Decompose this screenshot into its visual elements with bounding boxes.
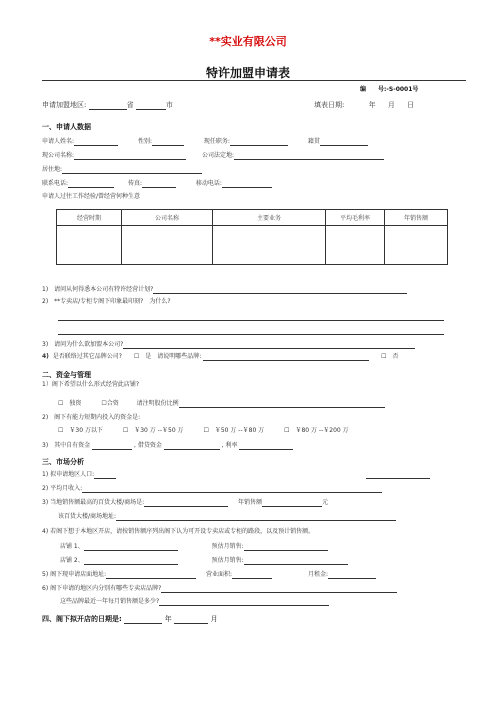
store-address-field[interactable]	[106, 570, 196, 579]
s3-question-4: 4) 若阁下想于本地区开店，请按销售额序列出阁下认为可开设专卖店或专柜的路段，以及预计销售额。	[42, 528, 315, 535]
answer-2-line-2[interactable]	[58, 334, 444, 335]
population-field[interactable]	[94, 470, 116, 479]
s3-top-store: 3) 当地销售额最高的百货大楼/商场是: 年销售额 元	[42, 499, 329, 506]
income-field[interactable]	[82, 484, 382, 493]
section3-title: 三、市场分析	[42, 458, 84, 466]
ownership-row: ☐ 独资 ☐合资 请注明股份比例	[58, 399, 385, 408]
loan-funds-field[interactable]	[164, 441, 220, 450]
other-brand-yes[interactable]: ☐ 是 请说明哪些品牌:	[133, 353, 202, 360]
title-divider	[42, 80, 466, 81]
brand-sales-field[interactable]	[159, 597, 329, 606]
phone-field[interactable]	[68, 179, 114, 188]
serial-number: 编 号:-S-0001号	[360, 86, 419, 93]
ownership-sole[interactable]: ☐ 独资	[58, 400, 82, 407]
col-margin: 平均毛利率	[326, 210, 385, 226]
mall-address-field[interactable]	[116, 512, 396, 521]
open-year-field[interactable]	[124, 615, 162, 624]
mobile-field[interactable]	[222, 179, 272, 188]
other-brand-no[interactable]: ☐ 否	[381, 353, 399, 360]
company-field[interactable]	[74, 151, 186, 160]
question-3: 3) 请问为什么欲加盟本公司?	[42, 340, 415, 349]
question-4: 4) 是否联络过其它品牌公司? ☐ 是 请说明哪些品牌: ☐ 否	[42, 353, 399, 360]
native-place-field[interactable]	[320, 137, 368, 146]
section1-title: 一、申请人数据	[42, 123, 91, 131]
store-2-row: 店铺 2、 预估月销售:	[60, 556, 348, 565]
funds-options	[58, 427, 349, 435]
funds-option-4[interactable]: ☐ ￥80 万 --￥200 万	[284, 427, 349, 434]
answer-2-line-1[interactable]	[58, 320, 444, 321]
question-1: 1) 请问从何得悉本公司有特许经营计划?	[42, 285, 407, 294]
store-2-sales-field[interactable]	[244, 556, 348, 565]
city-field[interactable]	[136, 101, 166, 110]
funds-option-1[interactable]: ☐ ￥30 万以下	[58, 427, 103, 434]
residence-row: 居住地:	[42, 165, 202, 174]
gender-field[interactable]	[152, 137, 184, 146]
population-line-end	[366, 478, 430, 479]
area-field[interactable]	[232, 570, 272, 579]
store-1-row: 店铺 1、 预估月销售:	[60, 542, 328, 551]
funds-option-3[interactable]: ☐ ￥50 万 --￥80 万	[203, 427, 265, 434]
s3-question-6: 6) 阁下申请的地区内分别有哪些专卖店品牌?	[42, 584, 397, 593]
residence-field[interactable]	[62, 165, 202, 174]
store-1-field[interactable]	[84, 542, 178, 551]
top-store-field[interactable]	[144, 498, 228, 507]
section4-row: 四、阁下拟开店的日期是: 年 月	[42, 615, 218, 623]
store-2-field[interactable]	[84, 556, 178, 565]
s3-question-5: 5) 阁下现申请店面地址: 营业面积: 月租金:	[42, 570, 376, 579]
name-field[interactable]	[74, 137, 118, 146]
section2-title: 二、资金与管理	[42, 371, 91, 379]
section4-title: 四、阁下拟开店的日期是:	[42, 615, 122, 623]
form-title: 特许加盟申请表	[205, 66, 290, 80]
s2-question-1: 1）阁下希望以什么形式经营此店铺?	[42, 381, 140, 388]
company-row: 现公司名称: 公司法定地:	[42, 151, 384, 160]
legal-address-field[interactable]	[234, 151, 384, 160]
own-funds-field[interactable]	[92, 441, 132, 450]
s3-mall-address: 该百货大楼/商场地址:	[58, 512, 396, 521]
s3-population: 1) 拟申请地区人口:	[42, 470, 116, 479]
position-field[interactable]	[230, 137, 288, 146]
store-1-sales-field[interactable]	[244, 542, 328, 551]
s2-question-3: 3) 其中自有资金 , 借贷资金 , 利率	[42, 441, 293, 450]
col-business: 主要业务	[213, 210, 326, 226]
col-sales: 年销售额	[385, 210, 448, 226]
date-row: 填表日期: 年 月 日	[314, 101, 415, 109]
funds-option-2[interactable]: ☐ ￥30 万 --￥50 万	[122, 427, 184, 434]
share-ratio-field[interactable]	[179, 399, 385, 408]
s2-question-2: 2) 阁下有能力短期内投入的资金是:	[42, 414, 141, 421]
s3-income: 2) 平均月收入:	[42, 484, 382, 493]
fax-field[interactable]	[142, 179, 176, 188]
s3-question-6b: 这些品牌最近一年每月销售额是多少?	[60, 597, 329, 606]
col-company: 公司名称	[122, 210, 213, 226]
brands-field[interactable]	[161, 584, 397, 593]
applicant-row: 申请人姓名: 性别: 现任职务: 籍贯	[42, 137, 368, 146]
ownership-joint[interactable]: ☐合资	[101, 400, 119, 407]
interest-rate-field[interactable]	[239, 441, 293, 450]
annual-sales-field[interactable]	[262, 498, 322, 507]
col-period: 经营时期	[57, 210, 122, 226]
company-name: **实业有限公司	[209, 35, 287, 48]
table-header-row	[57, 210, 448, 226]
answer-3-field[interactable]	[123, 340, 415, 349]
answer-1-field[interactable]	[153, 285, 407, 294]
experience-table	[56, 209, 448, 265]
rent-field[interactable]	[328, 570, 376, 579]
contact-row: 联系电话: 传真: 移动电话:	[42, 179, 272, 188]
region-label: 申请加盟地区:	[42, 101, 87, 109]
question-2: 2) **专卖店/专柜专阁下印象最印刻? 为什么?	[42, 298, 171, 305]
brand-field[interactable]	[203, 352, 369, 361]
table-row[interactable]	[57, 226, 448, 265]
province-field[interactable]	[89, 101, 127, 110]
open-month-field[interactable]	[174, 615, 208, 624]
header-row: 申请加盟地区: 省 市	[42, 101, 173, 109]
experience-label: 申请人过往工作经验/曾经营何种生意	[42, 193, 141, 200]
